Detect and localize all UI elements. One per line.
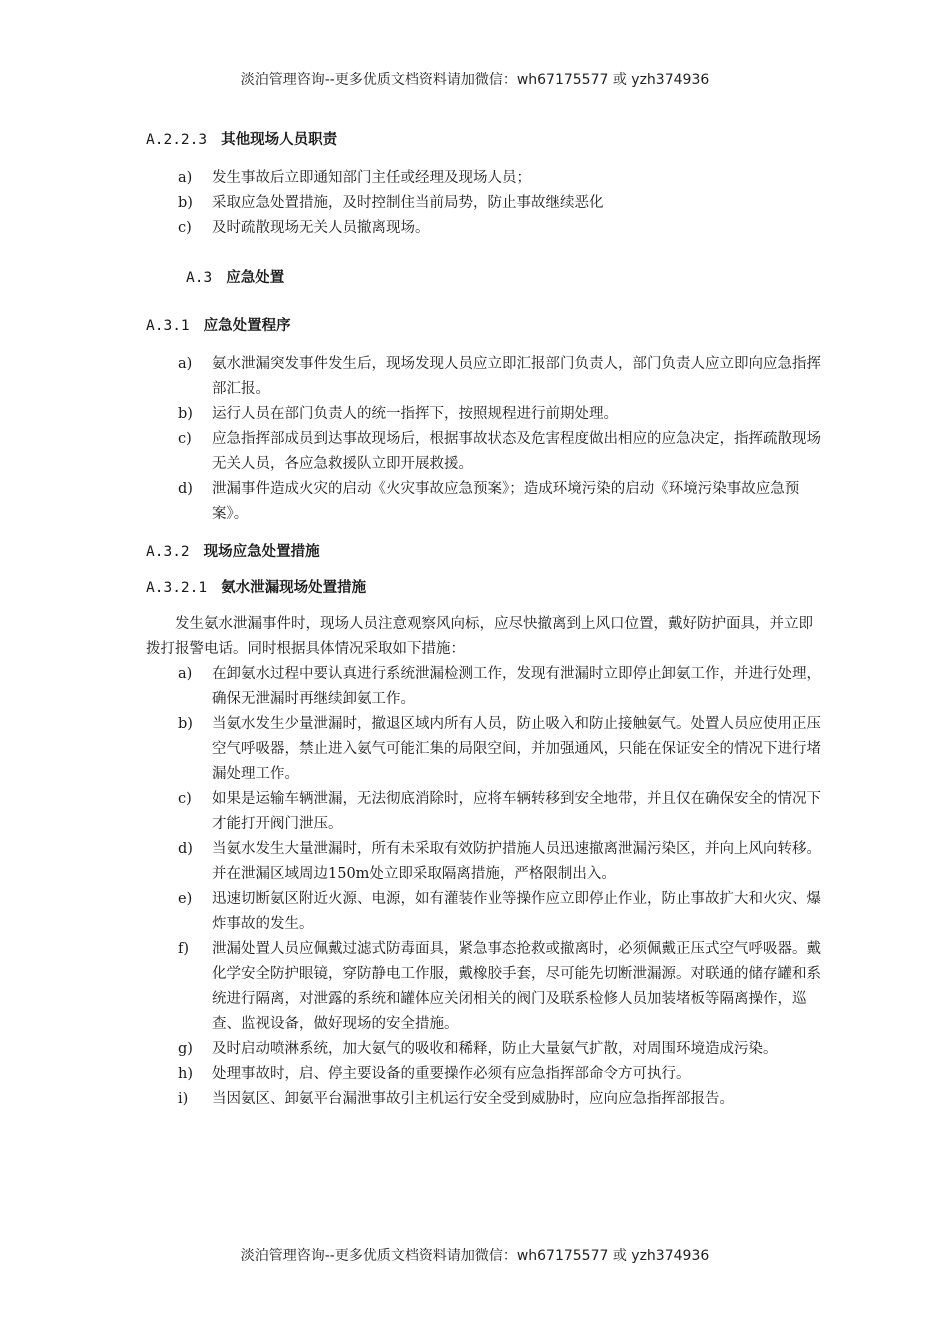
list-item [146, 477, 826, 527]
list-marker: a) [178, 666, 193, 682]
heading-number: A.3.1 [146, 318, 190, 334]
list-text: 泄漏事件造成火灾的启动《火灾事故应急预案》；造成环境污染的启动《环境污染事故应急预案》。 [212, 481, 800, 522]
heading-a3-1 [146, 314, 826, 339]
list-item [146, 662, 826, 712]
list-text: 泄漏处置人员应佩戴过滤式防毒面具，紧急事态抢救或撤离时，必须佩戴正压式空气呼吸器。戴化学安全防护眼镜，穿防静电工作服，戴橡胶手套，尽可能先切断泄漏源。对联通的储存罐和系统进行隔离，对泄露的系统和罐体应关闭相关的阀门及联系检修人员加装堵板等隔离操作，巡查、监视设备，做好现场的安全措施。 [212, 941, 821, 1032]
list-text: 在卸氨水过程中要认真进行系统泄漏检测工作，发现有泄漏时立即停止卸氨工作，并进行处理，确保无泄漏时再继续卸氨工作。 [212, 666, 821, 707]
list-text: 及时启动喷淋系统，加大氨气的吸收和稀释，防止大量氨气扩散，对周围环境造成污染。 [212, 1041, 778, 1057]
list-marker: b) [178, 716, 193, 732]
heading-title: 应急处置程序 [203, 318, 291, 334]
list-marker: c) [178, 431, 192, 447]
list-marker: d) [178, 841, 193, 857]
heading-number: A.3.2.1 [146, 580, 208, 596]
list-text: 当因氨区、卸氨平台漏泄事故引主机运行安全受到威胁时，应向应急指挥部报告。 [212, 1091, 734, 1107]
page-header: 淡泊管理咨询--更多优质文档资料请加微信：wh67175577 或 yzh374936 [240, 72, 710, 88]
list-marker: b) [178, 195, 193, 211]
list-text: 处理事故时，启、停主要设备的重要操作必须有应急指挥部命令方可执行。 [212, 1066, 691, 1082]
heading-a2-2-3 [146, 128, 826, 153]
list-marker: b) [178, 406, 193, 422]
list-item [146, 402, 826, 427]
list-text: 氨水泄漏突发事件发生后，现场发现人员应立即汇报部门负责人，部门负责人应立即向应急指挥部汇报。 [212, 356, 821, 397]
heading-number: A.3 [186, 270, 213, 286]
list-item [146, 216, 826, 241]
list-text: 运行人员在部门负责人的统一指挥下，按照规程进行前期处理。 [212, 406, 618, 422]
heading-title: 氨水泄漏现场处置措施 [221, 580, 367, 596]
list-marker: i) [178, 1091, 189, 1107]
heading-number: A.2.2.3 [146, 132, 208, 148]
heading-title: 应急处置 [226, 270, 285, 286]
list-marker: a) [178, 170, 193, 186]
list-item [146, 712, 826, 787]
list-marker: h) [178, 1066, 193, 1082]
list-text: 当氨水发生少量泄漏时，撤退区域内所有人员，防止吸入和防止接触氨气。处置人员应使用正压空气呼吸器，禁止进入氨气可能汇集的局限空间，并加强通风，只能在保证安全的情况下进行堵漏处理工作。 [212, 716, 821, 782]
list-item [146, 937, 826, 1037]
list-text: 迅速切断氨区附近火源、电源，如有灌装作业等操作应立即停止作业，防止事故扩大和火灾、爆炸事故的发生。 [212, 891, 821, 932]
heading-a3 [146, 266, 826, 291]
list-marker: a) [178, 356, 193, 372]
list-marker: f) [178, 941, 190, 957]
page-content [146, 128, 826, 1112]
list-text: 如果是运输车辆泄漏，无法彻底消除时，应将车辆转移到安全地带，并且仅在确保安全的情况下才能打开阀门泄压。 [212, 791, 821, 832]
heading-number: A.3.2 [146, 544, 190, 560]
list-item [146, 787, 826, 837]
heading-title: 其他现场人员职责 [221, 132, 338, 148]
list-a3-1 [146, 352, 826, 527]
list-marker: e) [178, 891, 193, 907]
list-item [146, 1087, 826, 1112]
list-item [146, 427, 826, 477]
list-marker: g) [178, 1041, 193, 1057]
list-item [146, 1062, 826, 1087]
list-item [146, 191, 826, 216]
list-text: 采取应急处置措施，及时控制住当前局势，防止事故继续恶化 [212, 195, 604, 211]
list-text: 及时疏散现场无关人员撤离现场。 [212, 220, 430, 236]
page-footer: 淡泊管理咨询--更多优质文档资料请加微信：wh67175577 或 yzh374936 [240, 1248, 710, 1264]
heading-a3-2 [146, 540, 826, 565]
list-item [146, 1037, 826, 1062]
list-item [146, 887, 826, 937]
list-item [146, 352, 826, 402]
heading-title: 现场应急处置措施 [203, 544, 320, 560]
list-item [146, 166, 826, 191]
list-text: 当氨水发生大量泄漏时，所有未采取有效防护措施人员迅速撤离泄漏污染区，并向上风向转移。并在泄漏区域周边150m处立即采取隔离措施，严格限制出入。 [212, 841, 821, 882]
list-item [146, 837, 826, 887]
list-text: 应急指挥部成员到达事故现场后，根据事故状态及危害程度做出相应的应急决定，指挥疏散现场无关人员，各应急救援队立即开展救援。 [212, 431, 821, 472]
list-a3-2-1 [146, 662, 826, 1112]
list-marker: c) [178, 220, 192, 236]
list-text: 发生事故后立即通知部门主任或经理及现场人员； [212, 170, 531, 186]
list-marker: c) [178, 791, 192, 807]
list-a2-2-3 [146, 166, 826, 241]
heading-a3-2-1 [146, 576, 826, 601]
intro-paragraph: 发生氨水泄漏事件时，现场人员注意观察风向标，应尽快撤离到上风口位置，戴好防护面具，并立即拨打报警电话。同时根据具体情况采取如下措施： [146, 616, 813, 657]
list-marker: d) [178, 481, 193, 497]
